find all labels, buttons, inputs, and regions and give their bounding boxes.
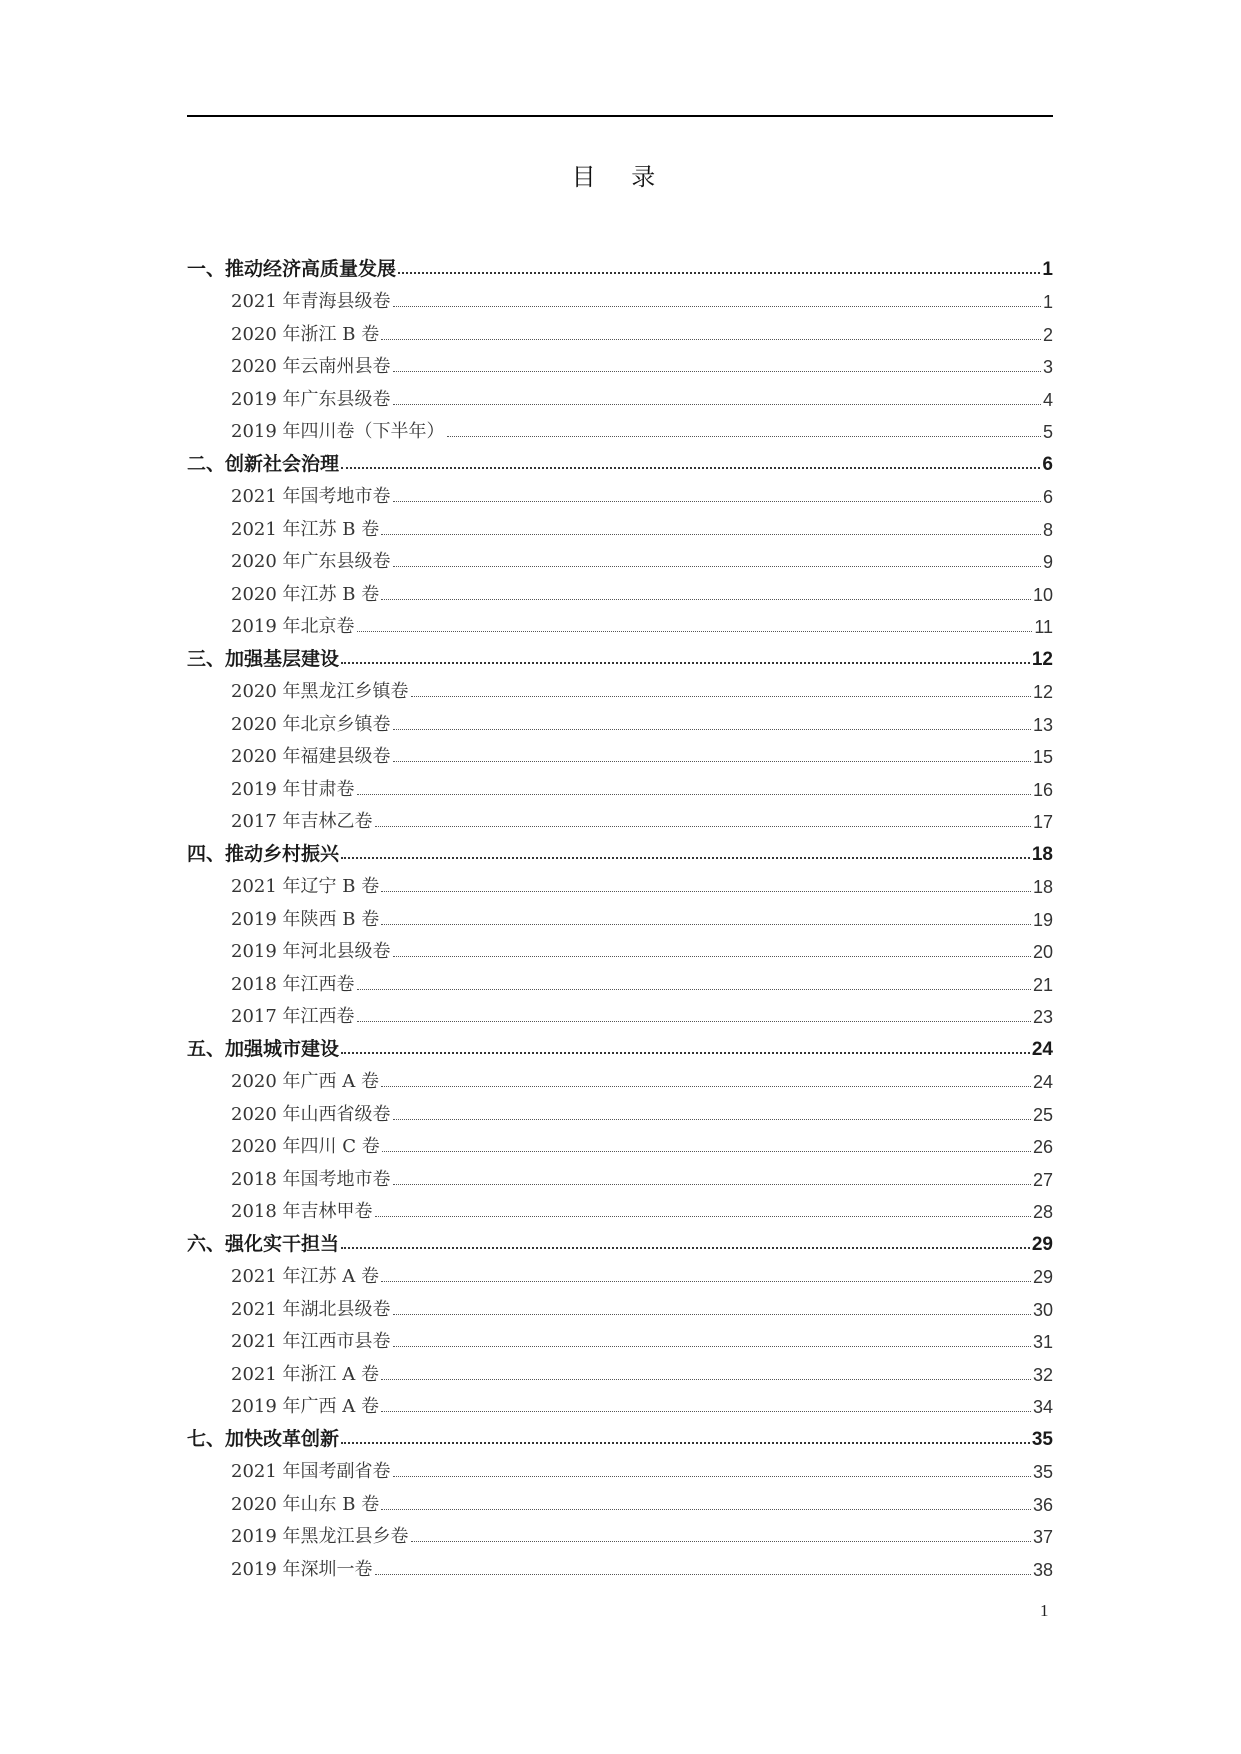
- toc-entry-label: 2019 年甘肃卷: [231, 778, 355, 800]
- toc-entry-page: 37: [1032, 1527, 1053, 1547]
- toc-entry-label: 三、加强基层建设: [187, 647, 340, 670]
- toc-entry-page: 13: [1032, 714, 1053, 735]
- header-rule: [187, 115, 1053, 117]
- dot-leader: [393, 761, 1031, 762]
- dot-leader: [357, 794, 1031, 795]
- dot-leader: [393, 956, 1031, 957]
- toc-item[interactable]: [187, 281, 1053, 314]
- toc-entry-page: 20: [1032, 942, 1053, 962]
- toc-entry-page: 11: [1034, 617, 1053, 637]
- toc-item[interactable]: [187, 411, 1053, 444]
- toc-entry-page: 6: [1042, 453, 1053, 475]
- toc-item[interactable]: [187, 606, 1053, 639]
- dot-leader: [341, 1442, 1030, 1444]
- toc-entry-label: 2020 年北京乡镇卷: [231, 713, 391, 735]
- toc-entry-page: 19: [1032, 909, 1053, 930]
- toc-item[interactable]: [187, 1516, 1053, 1549]
- toc-entry-page: 1: [1042, 258, 1053, 280]
- toc-item[interactable]: [187, 346, 1053, 379]
- dot-leader: [357, 631, 1033, 632]
- toc-entry-label: 2018 年吉林甲卷: [231, 1201, 373, 1222]
- toc-section[interactable]: [187, 1418, 1053, 1451]
- toc-item[interactable]: [187, 573, 1053, 606]
- toc-entry-page: 34: [1032, 1397, 1053, 1417]
- dot-leader: [393, 1184, 1031, 1185]
- dot-leader: [381, 1379, 1031, 1380]
- toc-item[interactable]: [187, 963, 1053, 996]
- toc-item[interactable]: [187, 313, 1053, 346]
- toc-item[interactable]: [187, 1353, 1053, 1386]
- dot-leader: [393, 1346, 1031, 1347]
- toc-entry-label: 2021 年国考地市卷: [231, 486, 391, 507]
- toc-entry-page: 9: [1042, 552, 1053, 572]
- toc-entry-label: 2019 年陕西 B 卷: [231, 908, 380, 930]
- toc-entry-label: 2020 年广西 A 卷: [231, 1071, 379, 1092]
- toc-item[interactable]: [187, 476, 1053, 509]
- dot-leader: [381, 339, 1041, 340]
- toc-section[interactable]: [187, 638, 1053, 671]
- toc-entry-label: 2020 年山东 B 卷: [231, 1493, 380, 1515]
- table-of-contents: [187, 248, 1053, 1581]
- toc-entry-page: 17: [1032, 812, 1053, 832]
- toc-item[interactable]: [187, 1191, 1053, 1224]
- toc-entry-page: 26: [1032, 1137, 1053, 1157]
- toc-entry-page: 29: [1031, 1233, 1053, 1255]
- toc-item[interactable]: [187, 1451, 1053, 1484]
- dot-leader: [447, 436, 1041, 437]
- toc-entry-page: 8: [1042, 519, 1053, 540]
- dot-leader: [341, 662, 1030, 664]
- toc-entry-label: 2019 年四川卷（下半年）: [231, 421, 445, 442]
- toc-entry-page: 12: [1031, 648, 1053, 670]
- page-number: 1: [1040, 1601, 1049, 1620]
- toc-entry-page: 6: [1042, 487, 1053, 507]
- toc-item[interactable]: [187, 508, 1053, 541]
- toc-entry-page: 24: [1032, 1072, 1053, 1092]
- toc-section[interactable]: [187, 1028, 1053, 1061]
- toc-entry-label: 2021 年湖北县级卷: [231, 1298, 391, 1320]
- dot-leader: [393, 501, 1041, 502]
- dot-leader: [341, 1247, 1030, 1249]
- toc-item[interactable]: [187, 378, 1053, 411]
- dot-leader: [341, 467, 1040, 469]
- dot-leader: [375, 1216, 1031, 1217]
- dot-leader: [393, 371, 1041, 372]
- toc-entry-label: 2020 年浙江 B 卷: [231, 323, 380, 345]
- dot-leader: [375, 1574, 1031, 1575]
- toc-entry-label: 2020 年广东县级卷: [231, 551, 391, 572]
- dot-leader: [393, 1119, 1031, 1120]
- toc-entry-page: 25: [1032, 1104, 1053, 1125]
- toc-item[interactable]: [187, 1386, 1053, 1419]
- toc-entry-label: 2021 年江苏 A 卷: [231, 1266, 379, 1287]
- toc-entry-page: 23: [1032, 1007, 1053, 1027]
- dot-leader: [393, 306, 1041, 307]
- toc-item[interactable]: [187, 866, 1053, 899]
- toc-entry-label: 2021 年江苏 B 卷: [231, 518, 380, 540]
- toc-item[interactable]: [187, 996, 1053, 1029]
- dot-leader: [381, 1281, 1031, 1282]
- toc-item[interactable]: [187, 898, 1053, 931]
- toc-item[interactable]: [187, 1093, 1053, 1126]
- toc-section[interactable]: [187, 833, 1053, 866]
- toc-entry-label: 2021 年国考副省卷: [231, 1461, 391, 1482]
- toc-section[interactable]: [187, 1223, 1053, 1256]
- toc-entry-page: 35: [1031, 1428, 1053, 1450]
- toc-entry-label: 2021 年辽宁 B 卷: [231, 876, 380, 897]
- toc-entry-label: 2019 年北京卷: [231, 616, 355, 637]
- dot-leader: [393, 1476, 1031, 1477]
- toc-entry-label: 一、推动经济高质量发展: [187, 257, 397, 280]
- toc-entry-page: 38: [1032, 1559, 1053, 1580]
- toc-entry-label: 2019 年黑龙江县乡卷: [231, 1526, 409, 1547]
- toc-entry-label: 2018 年江西卷: [231, 973, 355, 995]
- toc-item[interactable]: [187, 1256, 1053, 1289]
- toc-item[interactable]: [187, 1548, 1053, 1581]
- toc-item[interactable]: [187, 931, 1053, 964]
- toc-entry-page: 5: [1042, 422, 1053, 442]
- toc-entry-label: 2019 年河北县级卷: [231, 941, 391, 962]
- dot-leader: [357, 989, 1031, 990]
- dot-leader: [382, 1151, 1031, 1152]
- toc-entry-label: 2021 年江西市县卷: [231, 1331, 391, 1352]
- toc-entry-page: 3: [1042, 357, 1053, 377]
- toc-item[interactable]: [187, 1061, 1053, 1094]
- toc-item[interactable]: [187, 1321, 1053, 1354]
- toc-entry-label: 2021 年浙江 A 卷: [231, 1363, 379, 1385]
- toc-entry-page: 18: [1031, 843, 1053, 865]
- toc-item[interactable]: [187, 1483, 1053, 1516]
- toc-entry-label: 2021 年青海县级卷: [231, 291, 391, 312]
- toc-entry-page: 28: [1032, 1202, 1053, 1222]
- toc-entry-page: 24: [1031, 1038, 1053, 1060]
- toc-item[interactable]: [187, 736, 1053, 769]
- dot-leader: [357, 1021, 1031, 1022]
- toc-item[interactable]: [187, 541, 1053, 574]
- toc-entry-label: 2019 年广东县级卷: [231, 388, 391, 410]
- toc-item[interactable]: [187, 671, 1053, 704]
- toc-section[interactable]: [187, 443, 1053, 476]
- toc-entry-label: 2020 年山西省级卷: [231, 1103, 391, 1125]
- toc-entry-label: 2020 年福建县级卷: [231, 746, 391, 767]
- toc-entry-page: 2: [1042, 324, 1053, 345]
- toc-entry-label: 2019 年广西 A 卷: [231, 1396, 379, 1417]
- toc-entry-page: 10: [1032, 584, 1053, 605]
- toc-item[interactable]: [187, 1126, 1053, 1159]
- dot-leader: [381, 1509, 1031, 1510]
- toc-entry-label: 2017 年吉林乙卷: [231, 811, 373, 832]
- toc-entry-label: 2018 年国考地市卷: [231, 1168, 391, 1190]
- toc-entry-page: 36: [1032, 1494, 1053, 1515]
- dot-leader: [393, 566, 1041, 567]
- dot-leader: [381, 534, 1041, 535]
- dot-leader: [393, 729, 1031, 730]
- toc-entry-label: 二、创新社会治理: [187, 452, 340, 475]
- toc-entry-label: 五、加强城市建设: [187, 1037, 340, 1060]
- dot-leader: [411, 696, 1031, 697]
- toc-entry-page: 30: [1032, 1299, 1053, 1320]
- dot-leader: [381, 891, 1031, 892]
- toc-entry-label: 2017 年江西卷: [231, 1006, 355, 1027]
- toc-item[interactable]: [187, 703, 1053, 736]
- toc-item[interactable]: [187, 1158, 1053, 1191]
- toc-entry-label: 2019 年深圳一卷: [231, 1558, 373, 1580]
- toc-entry-label: 2020 年江苏 B 卷: [231, 583, 380, 605]
- toc-entry-page: 27: [1032, 1169, 1053, 1190]
- toc-entry-label: 2020 年黑龙江乡镇卷: [231, 681, 409, 702]
- dot-leader: [393, 404, 1041, 405]
- toc-entry-page: 1: [1042, 292, 1053, 312]
- toc-entry-page: 29: [1032, 1267, 1053, 1287]
- dot-leader: [411, 1541, 1031, 1542]
- toc-entry-page: 18: [1032, 877, 1053, 897]
- dot-leader: [375, 826, 1031, 827]
- dot-leader: [341, 1052, 1030, 1054]
- dot-leader: [381, 1086, 1031, 1087]
- toc-entry-page: 15: [1032, 747, 1053, 767]
- toc-entry-label: 2020 年四川 C 卷: [231, 1136, 380, 1157]
- toc-section[interactable]: [187, 248, 1053, 281]
- dot-leader: [398, 272, 1040, 274]
- dot-leader: [341, 857, 1030, 859]
- toc-entry-page: 31: [1032, 1332, 1053, 1352]
- toc-entry-label: 七、加快改革创新: [187, 1427, 340, 1450]
- dot-leader: [381, 599, 1031, 600]
- toc-entry-page: 16: [1032, 779, 1053, 800]
- toc-entry-page: 12: [1032, 682, 1053, 702]
- toc-entry-label: 六、强化实干担当: [187, 1232, 340, 1255]
- dot-leader: [393, 1314, 1031, 1315]
- toc-entry-label: 2020 年云南州县卷: [231, 356, 391, 377]
- toc-entry-page: 21: [1032, 974, 1053, 995]
- toc-item[interactable]: [187, 768, 1053, 801]
- toc-item[interactable]: [187, 801, 1053, 834]
- dot-leader: [381, 924, 1031, 925]
- dot-leader: [381, 1411, 1031, 1412]
- toc-entry-page: 32: [1032, 1364, 1053, 1385]
- toc-entry-label: 四、推动乡村振兴: [187, 842, 340, 865]
- toc-item[interactable]: [187, 1288, 1053, 1321]
- toc-entry-page: 35: [1032, 1462, 1053, 1482]
- toc-title: 目 录: [571, 163, 670, 191]
- toc-entry-page: 4: [1042, 389, 1053, 410]
